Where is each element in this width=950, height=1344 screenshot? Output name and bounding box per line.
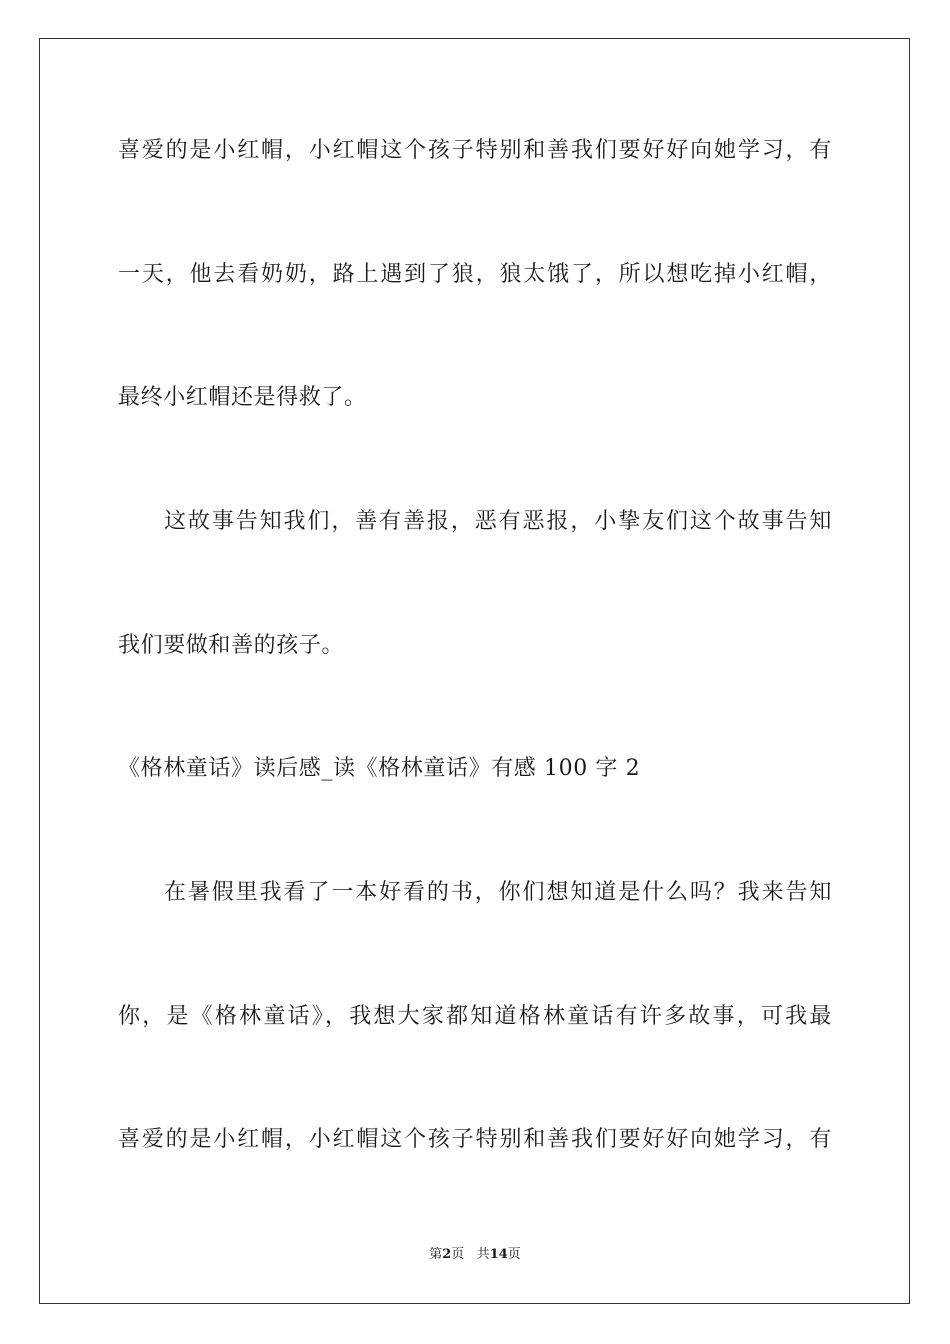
footer-total-pages: 14: [489, 1247, 508, 1262]
body-line-7: 你，是《格林童话》，我想大家都知道格林童话有许多故事，可我最: [118, 1004, 832, 1029]
body-line-8: 喜爱的是小红帽，小红帽这个孩子特别和善我们要好好向她学习，有: [118, 1127, 832, 1152]
body-line-5: 我们要做和善的孩子。: [118, 633, 345, 658]
footer-page-number: 2: [442, 1247, 452, 1262]
body-line-6: 在暑假里我看了一本好看的书，你们想知道是什么吗？我来告知: [164, 880, 832, 905]
footer-page-prefix: 第: [429, 1247, 443, 1262]
body-line-3: 最终小红帽还是得救了。: [118, 385, 367, 410]
body-line-4: 这故事告知我们，善有善报，恶有恶报，小挚友们这个故事告知: [164, 509, 832, 534]
footer-total-prefix: 共: [476, 1247, 490, 1262]
body-line-2: 一天，他去看奶奶，路上遇到了狼，狼太饿了，所以想吃掉小红帽，: [118, 262, 832, 287]
page-border: [39, 38, 910, 1304]
section-heading: 《格林童话》读后感_读《格林童话》有感 100 字 2: [118, 756, 641, 781]
footer-page-suffix: 页: [451, 1247, 465, 1262]
body-line-1: 喜爱的是小红帽，小红帽这个孩子特别和善我们要好好向她学习，有: [118, 138, 832, 163]
footer-total-suffix: 页: [507, 1247, 521, 1262]
page-footer: [0, 1246, 950, 1264]
